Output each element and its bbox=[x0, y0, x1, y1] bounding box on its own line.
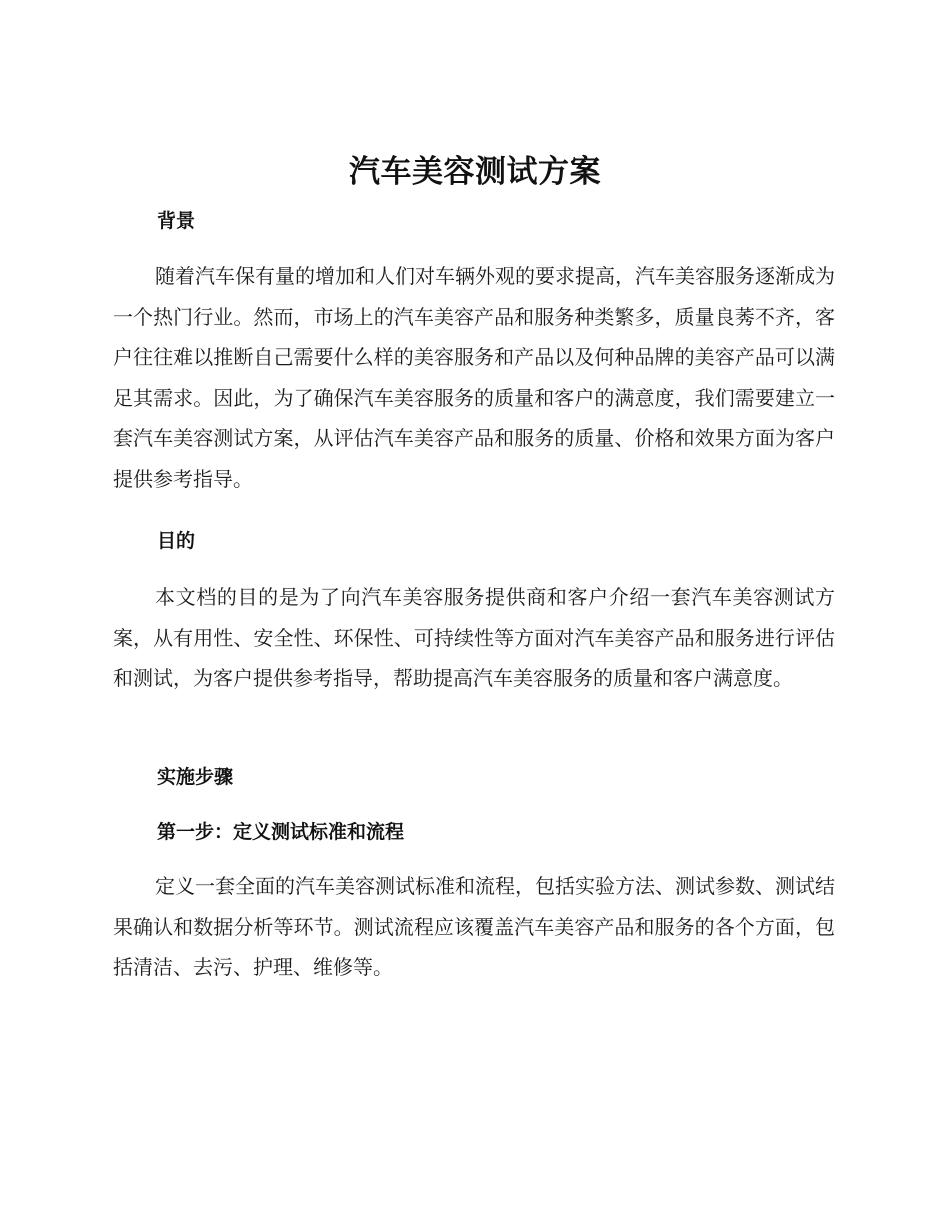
section-heading-purpose: 目的 bbox=[157, 530, 196, 552]
section-heading-background: 背景 bbox=[157, 210, 196, 232]
paragraph-purpose: 本文档的目的是为了向汽车美容服务提供商和客户介绍一套汽车美容测试方案，从有用性、安全性、环保性、可持续性等方面对汽车美容产品和服务进行评估和测试，为客户提供参考指导，帮助提高汽车美容服务的质量和客户满意度。 bbox=[113, 585, 835, 690]
paragraph-background: 随着汽车保有量的增加和人们对车辆外观的要求提高，汽车美容服务逐渐成为一个热门行业。然而，市场上的汽车美容产品和服务种类繁多，质量良莠不齐，客户往往难以推断自己需要什么样的美容服务和产品以及何种品牌的美容产品可以满足其需求。因此，为了确保汽车美容服务的质量和客户的满意度，我们需要建立一套汽车美容测试方案，从评估汽车美容产品和服务的质量、价格和效果方面为客户提供参考指导。 bbox=[113, 264, 835, 491]
document-title: 汽车美容测试方案 bbox=[349, 154, 601, 190]
subheading-step1: 第一步：定义测试标准和流程 bbox=[157, 821, 405, 843]
section-heading-steps: 实施步骤 bbox=[157, 766, 234, 788]
paragraph-step1: 定义一套全面的汽车美容测试标准和流程，包括实验方法、测试参数、测试结果确认和数据分析等环节。测试流程应该覆盖汽车美容产品和服务的各个方面，包括清洁、去污、护理、维修等。 bbox=[113, 874, 835, 979]
